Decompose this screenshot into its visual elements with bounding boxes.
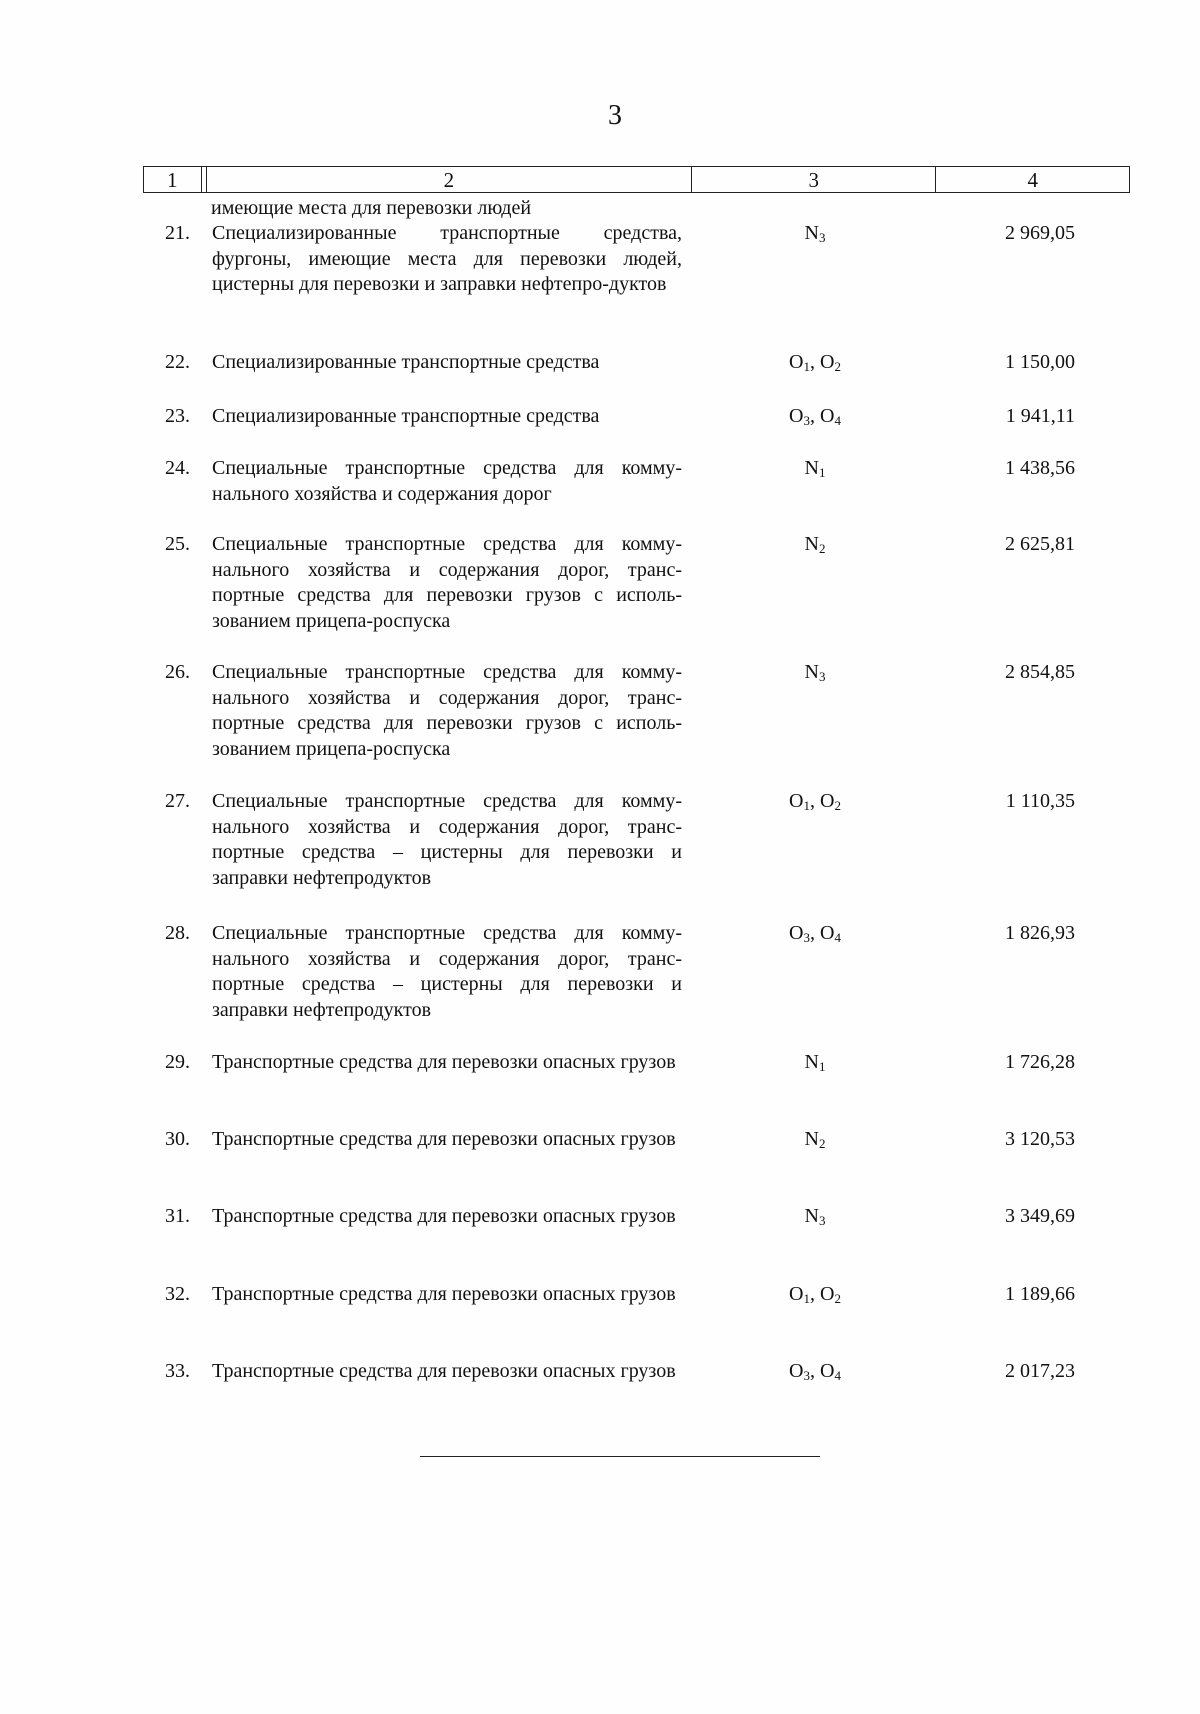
row-description: Специализированные транспортные средства, фургоны, имеющие места для перевозки людей, цистерны для перевозки и заправки нефтепро-дуктов [212, 222, 682, 295]
category-letter: O [789, 405, 804, 427]
row-number: 27. [165, 790, 190, 812]
row-category: $O_1$, $O_2$ [789, 351, 841, 374]
row-description: Транспортные средства для перевозки опасных грузов [212, 1283, 676, 1305]
row-number: 30. [165, 1128, 190, 1150]
category-letter: O [820, 1360, 835, 1382]
row-number: 26. [165, 661, 190, 683]
row-description: Специализированные транспортные средства [212, 351, 600, 373]
row-description: Специальные транспортные средства для комму-нального хозяйства и содержания дорог, транс-портные средства для перевозки грузов с исполь-зованием прицепа-роспуска [212, 661, 682, 760]
row-description: Специальные транспортные средства для комму-нального хозяйства и содержания дорог [212, 457, 682, 505]
category-letter: N [804, 533, 819, 555]
row-value: 3 349,69 [1005, 1205, 1075, 1227]
header-col-1: 1 [167, 167, 178, 192]
category-index: 1 [818, 465, 826, 480]
header-col-2: 2 [206, 167, 692, 192]
row-number: 28. [165, 922, 190, 944]
row-number: 33. [165, 1360, 190, 1382]
row-value: 1 826,93 [1005, 922, 1075, 944]
row-category: $O_3$, $O_4$ [789, 405, 841, 428]
row-category [735, 1050, 895, 1076]
row-description: Транспортные средства для перевозки опасных грузов [212, 1360, 676, 1382]
row-category [735, 1127, 895, 1153]
row-category: $O_3$, $O_4$ [789, 922, 841, 945]
row-value: 1 110,35 [1005, 790, 1075, 812]
row-category [735, 532, 895, 558]
category-index: 2 [834, 1291, 841, 1306]
row-value: 1 941,11 [1005, 405, 1075, 427]
row-description: Транспортные средства для перевозки опасных грузов [212, 1051, 676, 1073]
row-description: Специальные транспортные средства для комму-нального хозяйства и содержания дорог, транс-портные средства для перевозки грузов с исполь-зованием прицепа-роспуска [212, 533, 682, 632]
category-index: 2 [818, 541, 826, 556]
category-letter: O [789, 351, 804, 373]
row-number: 31. [165, 1205, 190, 1227]
header-col-4: 4 [935, 167, 1129, 192]
row-number: 25. [165, 533, 190, 555]
row-description: Транспортные средства для перевозки опасных грузов [212, 1128, 676, 1150]
category-letter: N [804, 1128, 819, 1150]
category-index: 1 [803, 798, 810, 813]
category-index: 2 [834, 798, 841, 813]
category-index: 3 [803, 413, 810, 428]
row-category [735, 456, 895, 482]
category-letter: O [820, 922, 835, 944]
category-index: 2 [834, 359, 841, 374]
row-number: 23. [165, 405, 190, 427]
row-value: 3 120,53 [1005, 1128, 1075, 1150]
category-letter: O [820, 351, 835, 373]
category-index: 2 [818, 1136, 826, 1151]
row-description: Специальные транспортные средства для комму-нального хозяйства и содержания дорог, транс-портные средства – цистерны для перевозки и заправки нефтепродуктов [212, 790, 682, 889]
row-value: 1 726,28 [1005, 1051, 1075, 1073]
row-value: 2 625,81 [1005, 533, 1075, 555]
category-letter: N [804, 661, 819, 683]
category-index: 4 [834, 1368, 841, 1383]
category-index: 3 [818, 230, 826, 245]
category-letter: O [789, 1283, 804, 1305]
row-description: Специальные транспортные средства для комму-нального хозяйства и содержания дорог, транс-портные средства – цистерны для перевозки и заправки нефтепродуктов [212, 922, 682, 1021]
category-index: 1 [818, 1059, 826, 1074]
category-index: 1 [803, 359, 810, 374]
category-index: 3 [803, 1368, 810, 1383]
row-value: 1 150,00 [1005, 351, 1075, 373]
category-letter: N [804, 457, 819, 479]
category-index: 3 [818, 1213, 826, 1228]
row-value: 2 969,05 [1005, 222, 1075, 244]
row-category: $O_1$, $O_2$ [789, 790, 841, 813]
header-col-3: 3 [691, 167, 935, 192]
row-value: 1 189,66 [1005, 1283, 1075, 1305]
row-category [735, 221, 895, 247]
category-letter: O [820, 1283, 835, 1305]
category-letter: O [789, 790, 804, 812]
end-rule [420, 1456, 820, 1457]
category-letter: O [789, 1360, 804, 1382]
category-letter: N [804, 1051, 819, 1073]
category-letter: O [820, 405, 835, 427]
row-number: 21. [165, 222, 190, 244]
row-category: $O_3$, $O_4$ [789, 1360, 841, 1383]
category-index: 3 [803, 930, 810, 945]
category-letter: N [804, 222, 819, 244]
row-category: $O_1$, $O_2$ [789, 1283, 841, 1306]
row-number: 22. [165, 351, 190, 373]
category-index: 4 [834, 413, 841, 428]
page-number: 3 [608, 100, 622, 131]
category-letter: O [789, 922, 804, 944]
category-index: 4 [834, 930, 841, 945]
row-category [735, 1204, 895, 1230]
row-value: 2 017,23 [1005, 1360, 1075, 1382]
row-number: 29. [165, 1051, 190, 1073]
row-number: 32. [165, 1283, 190, 1305]
category-letter: N [804, 1205, 819, 1227]
row-value: 1 438,56 [1005, 457, 1075, 479]
category-index: 1 [803, 1291, 810, 1306]
category-letter: O [820, 790, 835, 812]
row-number: 24. [165, 457, 190, 479]
category-index: 3 [818, 669, 826, 684]
row-description: Специализированные транспортные средства [212, 405, 600, 427]
row-description: Транспортные средства для перевозки опасных грузов [212, 1205, 676, 1227]
row-category [735, 660, 895, 686]
continuation-text: имеющие места для перевозки людей [211, 197, 532, 219]
row-value: 2 854,85 [1005, 661, 1075, 683]
